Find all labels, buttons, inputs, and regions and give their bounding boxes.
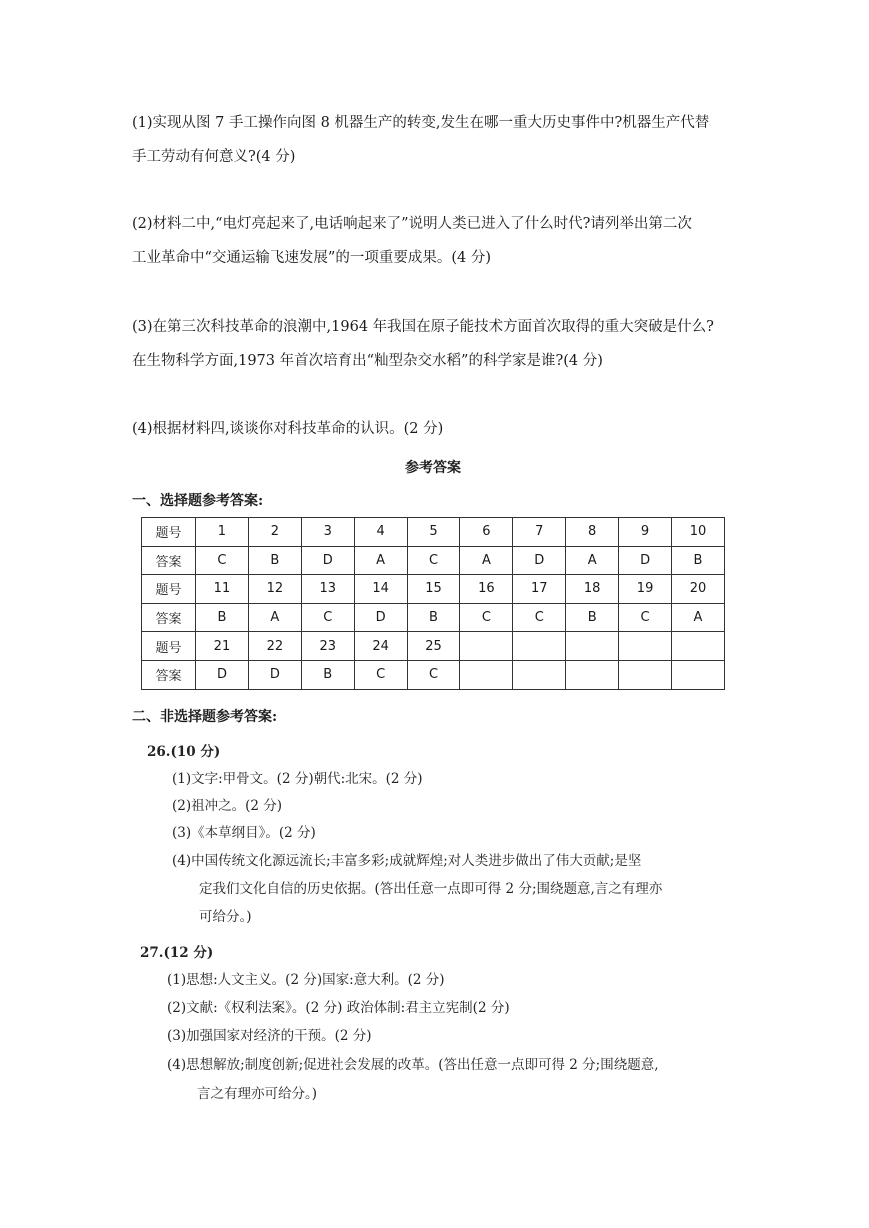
- table-cell-answer: A: [460, 546, 513, 575]
- table-label-number: 题号: [142, 518, 196, 547]
- table-row-numbers: [142, 518, 725, 547]
- table-cell-answer: C: [460, 603, 513, 632]
- table-row-answers: [142, 660, 725, 689]
- q26-answer-3: (3)《本草纲目》。(2 分): [172, 825, 316, 841]
- question-3-line-1: (3)在第三次科技革命的浪潮中,1964 年我国在原子能技术方面首次取得的重大突破是什么?: [132, 319, 714, 335]
- table-cell-number: 10: [672, 518, 725, 547]
- table-cell-answer: A: [566, 546, 619, 575]
- table-cell-number: 18: [566, 575, 619, 604]
- table-cell-answer: B: [196, 603, 249, 632]
- table-cell-answer: C: [619, 603, 672, 632]
- table-cell-answer: A: [672, 603, 725, 632]
- table-cell-number: 20: [672, 575, 725, 604]
- table-cell-number: 25: [407, 632, 460, 661]
- table-cell-number: 19: [619, 575, 672, 604]
- q26-answer-4-line-2: 定我们文化自信的历史依据。(答出任意一点即可得 2 分;围绕题意,言之有理亦: [199, 881, 663, 897]
- table-label-answer: 答案: [142, 660, 196, 689]
- table-cell-number: 14: [354, 575, 407, 604]
- table-cell-number: 23: [301, 632, 354, 661]
- table-cell-number: 6: [460, 518, 513, 547]
- table-cell-answer: B: [407, 603, 460, 632]
- table-label-number: 题号: [142, 632, 196, 661]
- answers-title: 参考答案: [405, 460, 461, 476]
- table-cell-empty: [619, 660, 672, 689]
- table-cell-empty: [460, 660, 513, 689]
- question-2-line-1: (2)材料二中,“电灯亮起来了,电话响起来了”说明人类已进入了什么时代?请列举出第二次: [132, 216, 692, 232]
- table-cell-number: 7: [513, 518, 566, 547]
- question-1-line-2: 手工劳动有何意义?(4 分): [132, 149, 296, 165]
- table-cell-empty: [566, 660, 619, 689]
- question-1-line-1: (1)实现从图 7 手工操作向图 8 机器生产的转变,发生在哪一重大历史事件中?机器生产代替: [132, 115, 710, 131]
- q27-answer-4-line-2: 言之有理亦可给分。): [197, 1086, 318, 1102]
- question-4-line-1: (4)根据材料四,谈谈你对科技革命的认识。(2 分): [132, 421, 444, 437]
- table-cell-number: 4: [354, 518, 407, 547]
- q26-answer-4-line-3: 可给分。): [199, 909, 252, 925]
- table-cell-number: 22: [248, 632, 301, 661]
- table-cell-empty: [672, 632, 725, 661]
- q27-header: 27.(12 分): [140, 945, 214, 961]
- table-label-answer: 答案: [142, 546, 196, 575]
- table-row-answers: [142, 546, 725, 575]
- q26-header: 26.(10 分): [147, 744, 221, 760]
- table-cell-answer: B: [248, 546, 301, 575]
- q27-answer-1: (1)思想:人文主义。(2 分)国家:意大利。(2 分): [167, 972, 445, 988]
- table-row-answers: [142, 603, 725, 632]
- table-cell-number: 21: [196, 632, 249, 661]
- table-cell-number: 17: [513, 575, 566, 604]
- table-cell-answer: A: [248, 603, 301, 632]
- table-cell-number: 24: [354, 632, 407, 661]
- table-cell-empty: [513, 632, 566, 661]
- table-cell-answer: D: [301, 546, 354, 575]
- table-cell-answer: C: [354, 660, 407, 689]
- table-cell-empty: [460, 632, 513, 661]
- table-cell-answer: D: [248, 660, 301, 689]
- section-1-heading: 一、选择题参考答案:: [132, 493, 264, 509]
- table-cell-answer: C: [513, 603, 566, 632]
- table-cell-answer: C: [407, 546, 460, 575]
- table-row-numbers: [142, 632, 725, 661]
- choice-answer-table: [141, 517, 725, 690]
- question-3-line-2: 在生物科学方面,1973 年首次培育出“籼型杂交水稻”的科学家是谁?(4 分): [132, 353, 603, 369]
- section-2-heading: 二、非选择题参考答案:: [132, 709, 278, 725]
- table-cell-number: 5: [407, 518, 460, 547]
- table-cell-number: 9: [619, 518, 672, 547]
- table-cell-answer: D: [196, 660, 249, 689]
- table-cell-empty: [513, 660, 566, 689]
- table-cell-answer: D: [619, 546, 672, 575]
- q27-answer-2: (2)文献:《权利法案》。(2 分) 政治体制:君主立宪制(2 分): [167, 1000, 510, 1016]
- q26-answer-1: (1)文字:甲骨文。(2 分)朝代:北宋。(2 分): [172, 771, 423, 787]
- table-cell-answer: C: [196, 546, 249, 575]
- table-cell-answer: B: [566, 603, 619, 632]
- table-label-number: 题号: [142, 575, 196, 604]
- table-cell-answer: B: [301, 660, 354, 689]
- table-cell-number: 16: [460, 575, 513, 604]
- table-label-answer: 答案: [142, 603, 196, 632]
- q26-answer-4-line-1: (4)中国传统文化源远流长;丰富多彩;成就辉煌;对人类进步做出了伟大贡献;是坚: [172, 853, 642, 869]
- table-cell-empty: [672, 660, 725, 689]
- table-cell-number: 8: [566, 518, 619, 547]
- table-cell-answer: C: [407, 660, 460, 689]
- question-2-line-2: 工业革命中“交通运输飞速发展”的一项重要成果。(4 分): [132, 250, 491, 266]
- table-cell-answer: A: [354, 546, 407, 575]
- table-cell-number: 12: [248, 575, 301, 604]
- q26-answer-2: (2)祖冲之。(2 分): [172, 798, 283, 814]
- table-cell-empty: [619, 632, 672, 661]
- table-cell-empty: [566, 632, 619, 661]
- table-cell-number: 1: [196, 518, 249, 547]
- q27-answer-4-line-1: (4)思想解放;制度创新;促进社会发展的改革。(答出任意一点即可得 2 分;围绕题意,: [167, 1057, 659, 1073]
- table-cell-number: 3: [301, 518, 354, 547]
- table-cell-answer: C: [301, 603, 354, 632]
- table-cell-answer: D: [354, 603, 407, 632]
- table-row-numbers: [142, 575, 725, 604]
- table-cell-number: 13: [301, 575, 354, 604]
- table-cell-answer: D: [513, 546, 566, 575]
- q27-answer-3: (3)加强国家对经济的干预。(2 分): [167, 1028, 372, 1044]
- table-cell-number: 11: [196, 575, 249, 604]
- table-cell-answer: B: [672, 546, 725, 575]
- table-cell-number: 15: [407, 575, 460, 604]
- table-cell-number: 2: [248, 518, 301, 547]
